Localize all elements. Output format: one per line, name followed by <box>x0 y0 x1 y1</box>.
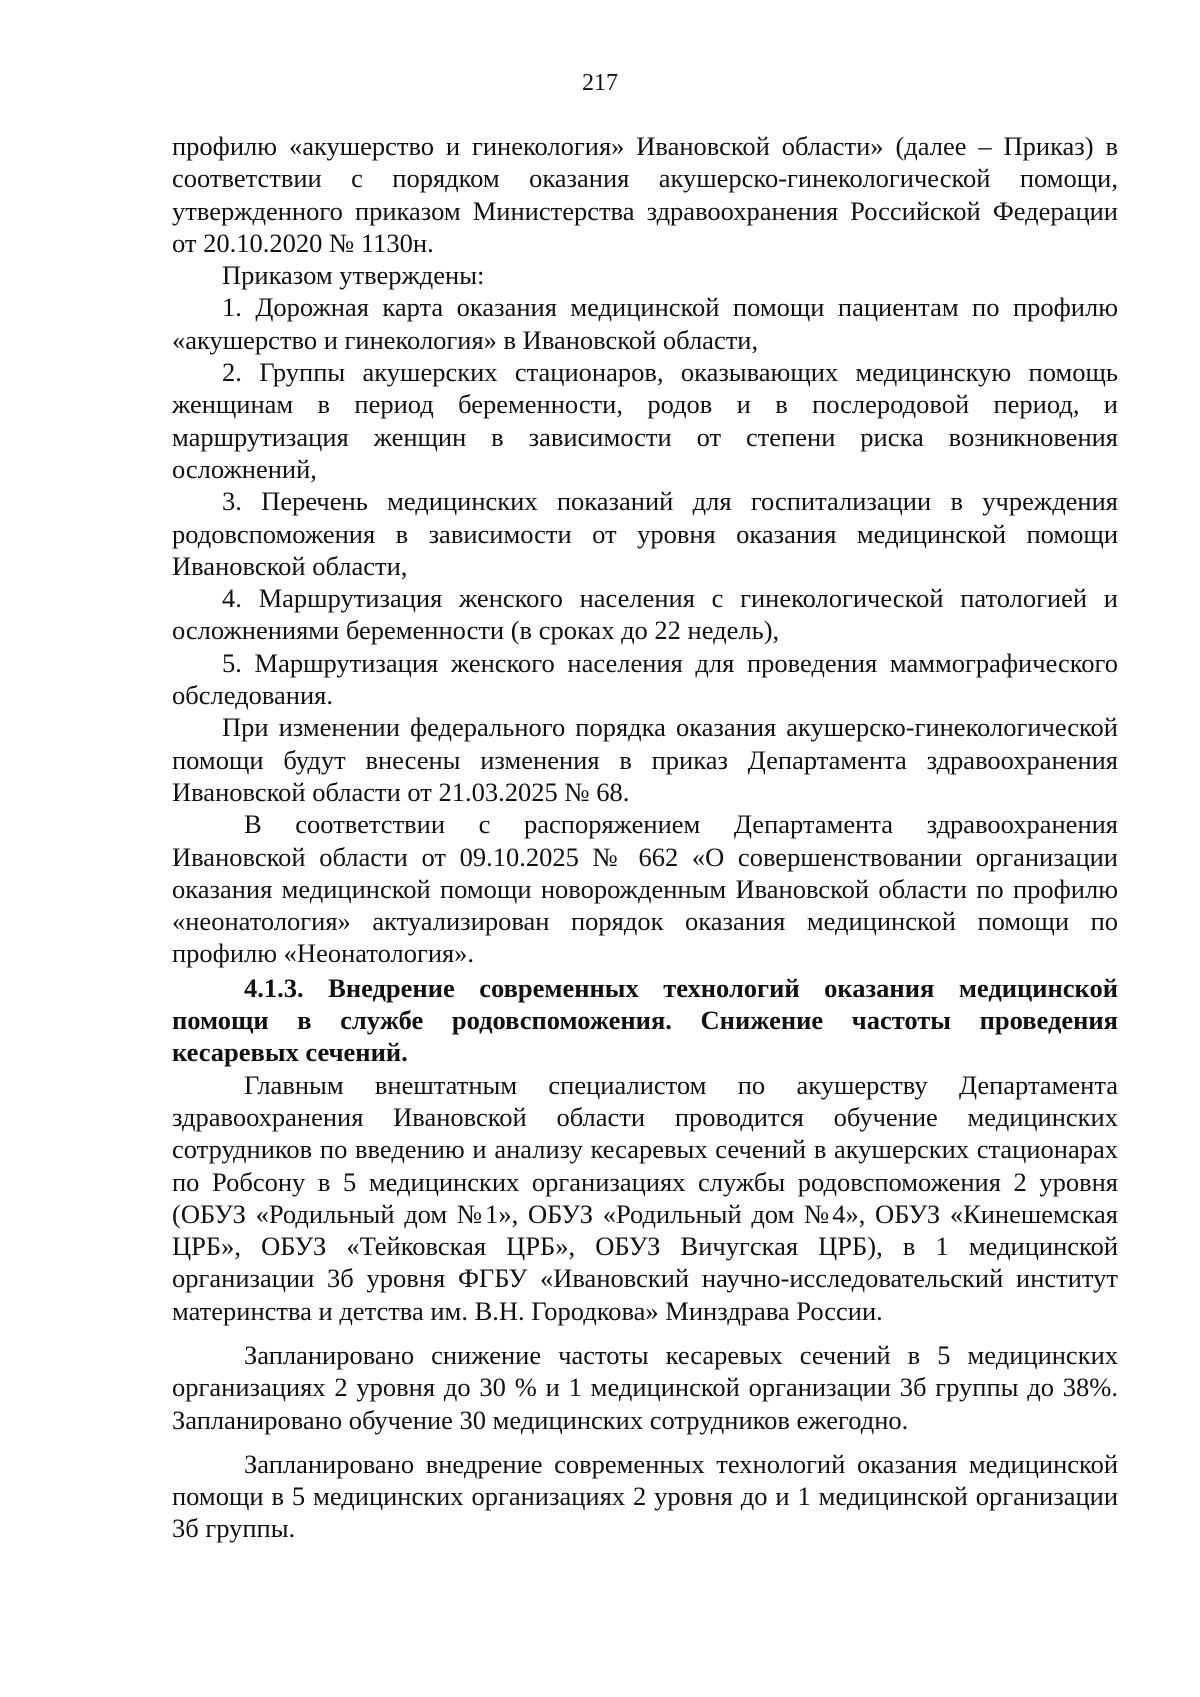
paragraph-approved-intro: Приказом утверждены: <box>222 260 485 291</box>
list-item-3: 3. Перечень медицинских показаний для госпитализации в учреждения родовспоможения в зависимости от уровня оказания медицинской помощи Ивановской области, <box>172 486 1118 581</box>
paragraph-technology-implementation: Запланировано внедрение современных технологий оказания медицинской помощи в 5 медицинских организациях 2 уровня до и 1 медицинской организации 3б группы. <box>172 1448 1118 1544</box>
paragraph-cesarean-reduction: Запланировано снижение частоты кесаревых сечений в 5 медицинских организациях 2 уровня до 30 % и 1 медицинской организации 3б группы до 38%. Запланировано обучение 30 медицинских сотрудников ежегодно. <box>172 1339 1118 1435</box>
list-item-2: 2. Группы акушерских стационаров, оказывающих медицинскую помощь женщинам в период беременности, родов и в послеродовой период, и маршрутизация женщин в зависимости от степени риска возникновения осложнений, <box>172 357 1118 484</box>
paragraph-order-reference: профилю «акушерство и гинекология» Ивановской области» (далее – Приказ) в соответствии с порядком оказания акушерско-гинекологической помощи, утвержденного приказом Министерства здравоохранения Российской Федерации от 20.10.2020 № 1130н. <box>172 131 1118 258</box>
list-item-5: 5. Маршрутизация женского населения для проведения маммографического обследования. <box>172 647 1118 711</box>
page-number: 217 <box>582 70 618 96</box>
list-item-1: 1. Дорожная карта оказания медицинской помощи пациентам по профилю «акушерство и гинекология» в Ивановской области, <box>172 292 1118 355</box>
paragraph-robson-training: Главным внештатным специалистом по акушерству Департамента здравоохранения Ивановской области проводится обучение медицинских сотрудников по введению и анализу кесаревых сечений в акушерских стационарах по Робсону в 5 медицинских организациях службы родовспоможения 2 уровня (ОБУЗ «Родильный дом №1», ОБУЗ «Родильный дом №4», ОБУЗ «Кинешемская ЦРБ», ОБУЗ «Тейковская ЦРБ», ОБУЗ Вичугская ЦРБ), в 1 медицинской организации 3б уровня ФГБУ «Ивановский научно-исследовательский институт материнства и детства им. В.Н. Городкова» Минздрава России. <box>172 1069 1118 1326</box>
section-heading-4-1-3: 4.1.3. Внедрение современных технологий оказания медицинской помощи в службе родовспоможения. Снижение частоты проведения кесаревых сечений. <box>172 972 1118 1068</box>
paragraph-neonatology: В соответствии с распоряжением Департамента здравоохранения Ивановской области от 09.10.2025 № 662 «О совершенствовании организации оказания медицинской помощи новорожденным Ивановской области по профилю «неонатология» актуализирован порядок оказания медицинской помощи по профилю «Неонатология». <box>172 809 1118 969</box>
list-item-4: 4. Маршрутизация женского населения с гинекологической патологией и осложнениями беременности (в сроках до 22 недель), <box>172 583 1118 646</box>
paragraph-federal-changes: При изменении федерального порядка оказания акушерско-гинекологической помощи будут внесены изменения в приказ Департамента здравоохранения Ивановской области от 21.03.2025 № 68. <box>172 712 1118 807</box>
document-body <box>172 130 1118 1545</box>
